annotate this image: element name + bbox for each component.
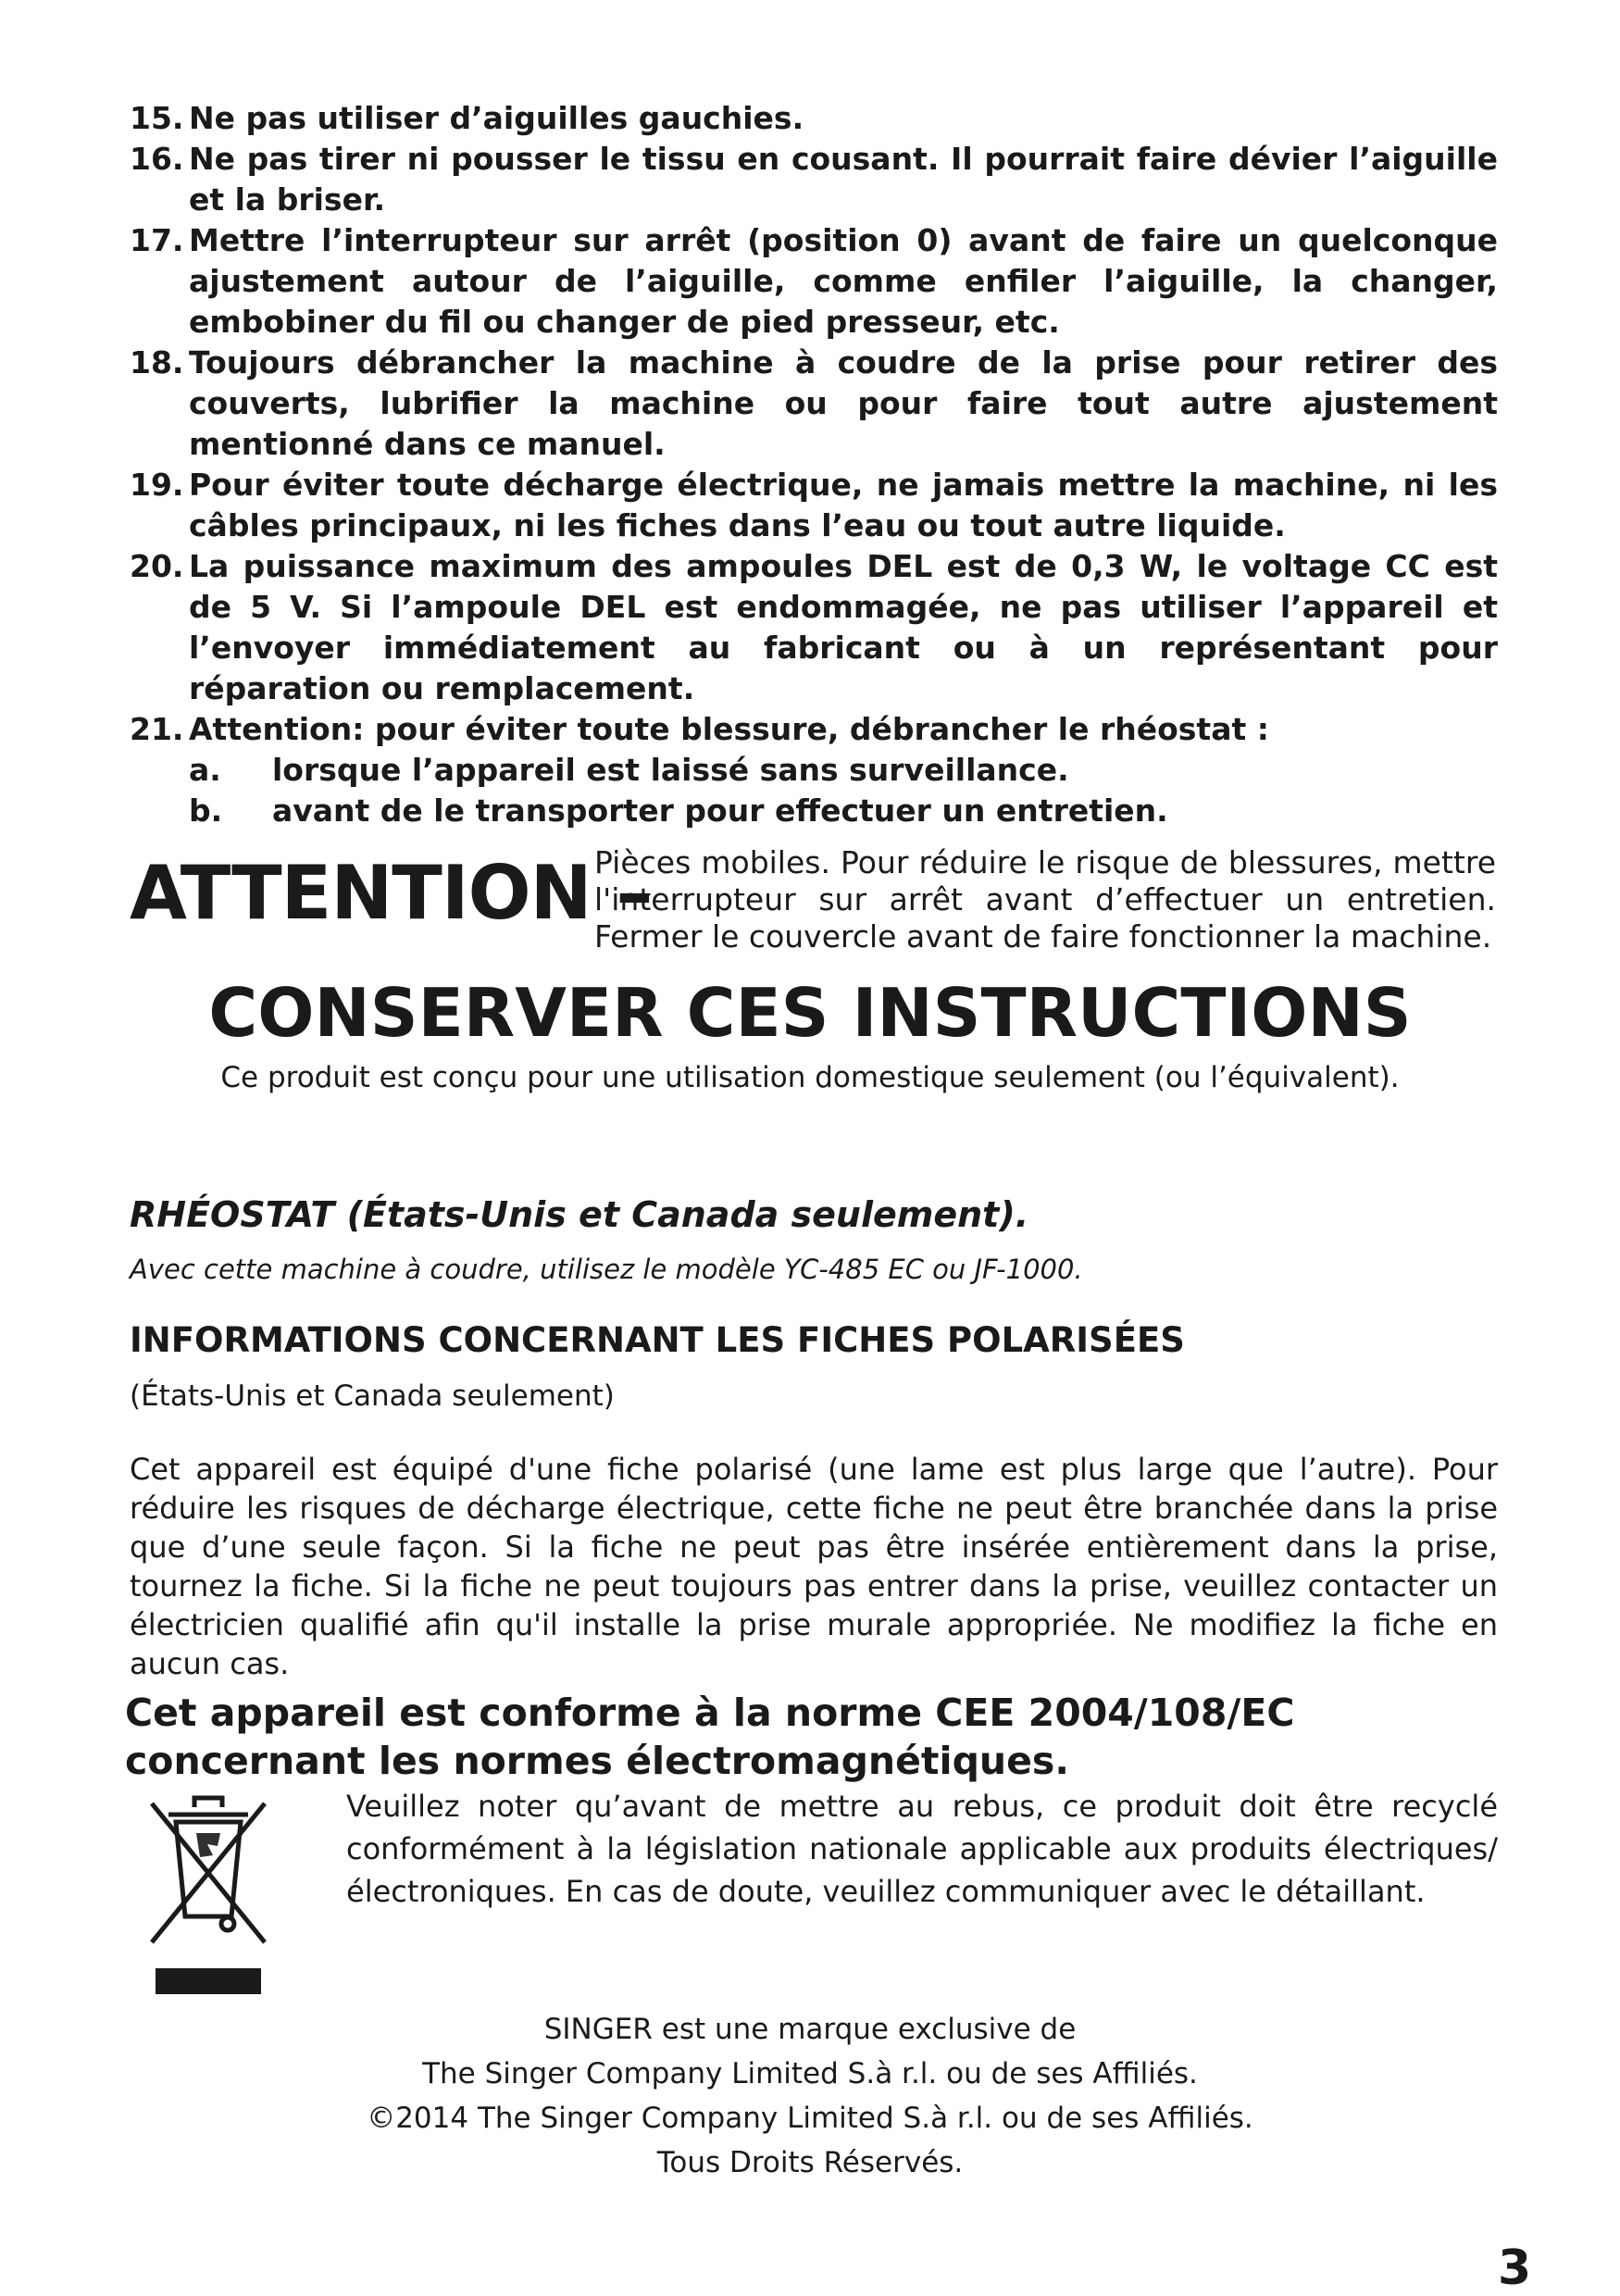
- sub-letter: b.: [189, 792, 223, 829]
- item-text: Pour éviter toute décharge électrique, ne jamais mettre la machine, ni les câbles principaux, ni les fiches dans l’eau ou tout autre liquide.: [189, 467, 1498, 543]
- compliance-heading-line2: concernant les normes électromagnétiques.: [125, 1739, 1069, 1783]
- instruction-item: [130, 343, 1498, 465]
- polarized-heading: INFORMATIONS CONCERNANT LES FICHES POLARISÉES: [130, 1320, 1185, 1360]
- instruction-item: [130, 709, 1498, 831]
- rheostat-text: Avec cette machine à coudre, utilisez le modèle YC-485 EC ou JF-1000.: [130, 1254, 1083, 1285]
- sub-item: [189, 750, 1498, 791]
- item-text: La puissance maximum des ampoules DEL est de 0,3 W, le voltage CC est de 5 V. Si l’ampoule DEL est endommagée, ne pas utiliser l’appareil et l’envoyer immédiatement au fabricant ou à un représentant pour réparation ou remplacement.: [189, 548, 1498, 706]
- item-text: Ne pas utiliser d’aiguilles gauchies.: [189, 100, 804, 136]
- item-number: 15.: [130, 100, 184, 136]
- compliance-heading: [125, 1689, 1514, 1785]
- item-text: Ne pas tirer ni pousser le tissu en cousant. Il pourrait faire dévier l’aiguille et la briser.: [189, 141, 1498, 218]
- footer-line: SINGER est une marque exclusive de: [543, 2013, 1077, 2046]
- item-number: 20.: [130, 548, 184, 584]
- footer-line: ©2014 The Singer Company Limited S.à r.l. ou de ses Affiliés.: [367, 2102, 1253, 2135]
- page-number: 3: [1498, 2240, 1532, 2296]
- instruction-item: [130, 465, 1498, 546]
- instruction-item: [130, 139, 1498, 220]
- sub-item: [189, 791, 1498, 831]
- instruction-item: [130, 98, 1498, 139]
- polarized-text: Cet appareil est équipé d'une fiche polarisé (une lame est plus large que l’autre). Pour réduire les risques de décharge électrique, cette fiche ne peut être branchée dans la prise que d’une seule façon. Si la fiche ne peut pas être insérée entièrement dans la prise, tournez la fiche. Si la fiche ne peut toujours pas entrer dans la prise, veuillez contacter un électricien qualifié afin qu'il installe la prise murale appropriée. Ne modifiez la fiche en aucun cas.: [130, 1452, 1498, 1681]
- weee-crossed-bin-icon: [130, 1787, 287, 2000]
- item-number: 16.: [130, 141, 184, 177]
- item-number: 18.: [130, 344, 184, 381]
- instruction-item: [130, 220, 1498, 343]
- attention-text: Pièces mobiles. Pour réduire le risque de blessures, mettre l'interrupteur sur arrêt avant d’effectuer un entretien. Fermer le couvercle avant de faire fonctionner la machine.: [594, 844, 1496, 955]
- item-number: 17.: [130, 222, 184, 258]
- conserver-title: CONSERVER CES INSTRUCTIONS: [208, 974, 1412, 1052]
- sub-text: lorsque l’appareil est laissé sans surveillance.: [272, 752, 1069, 788]
- footer-line: The Singer Company Limited S.à r.l. ou de ses Affiliés.: [422, 2057, 1198, 2090]
- polarized-note: (États-Unis et Canada seulement): [130, 1379, 615, 1413]
- attention-heading: ATTENTION –: [130, 850, 653, 936]
- item-text: Toujours débrancher la machine à coudre de la prise pour retirer des couverts, lubrifier la machine ou pour faire tout autre ajustement mentionné dans ce manuel.: [189, 344, 1498, 462]
- footer: [0, 2007, 1620, 2185]
- sub-list: [189, 750, 1498, 831]
- sub-text: avant de le transporter pour effectuer un entretien.: [272, 792, 1168, 829]
- item-text: Mettre l’interrupteur sur arrêt (position 0) avant de faire un quelconque ajustement autour de l’aiguille, comme enfiler l’aiguille, la changer, embobiner du fil ou changer de pied presseur, etc.: [189, 222, 1498, 340]
- compliance-heading-line1: Cet appareil est conforme à la norme CEE 2004/108/EC: [125, 1691, 1295, 1735]
- instructions-list: [130, 98, 1498, 831]
- conserver-subtitle: Ce produit est conçu pour une utilisation domestique seulement (ou l’équivalent).: [220, 1061, 1400, 1094]
- instruction-item: [130, 546, 1498, 709]
- item-text: Attention: pour éviter toute blessure, débrancher le rhéostat :: [189, 711, 1269, 747]
- sub-letter: a.: [189, 752, 221, 788]
- compliance-text: Veuillez noter qu’avant de mettre au rebus, ce produit doit être recyclé conformément à la législation nationale applicable aux produits électriques/ électroniques. En cas de doute, veuillez communiquer avec le détaillant.: [346, 1789, 1498, 1909]
- footer-line: Tous Droits Réservés.: [656, 2146, 964, 2179]
- item-number: 19.: [130, 467, 184, 503]
- item-number: 21.: [130, 711, 184, 747]
- rheostat-heading: RHÉOSTAT (États-Unis et Canada seulement).: [130, 1194, 1029, 1235]
